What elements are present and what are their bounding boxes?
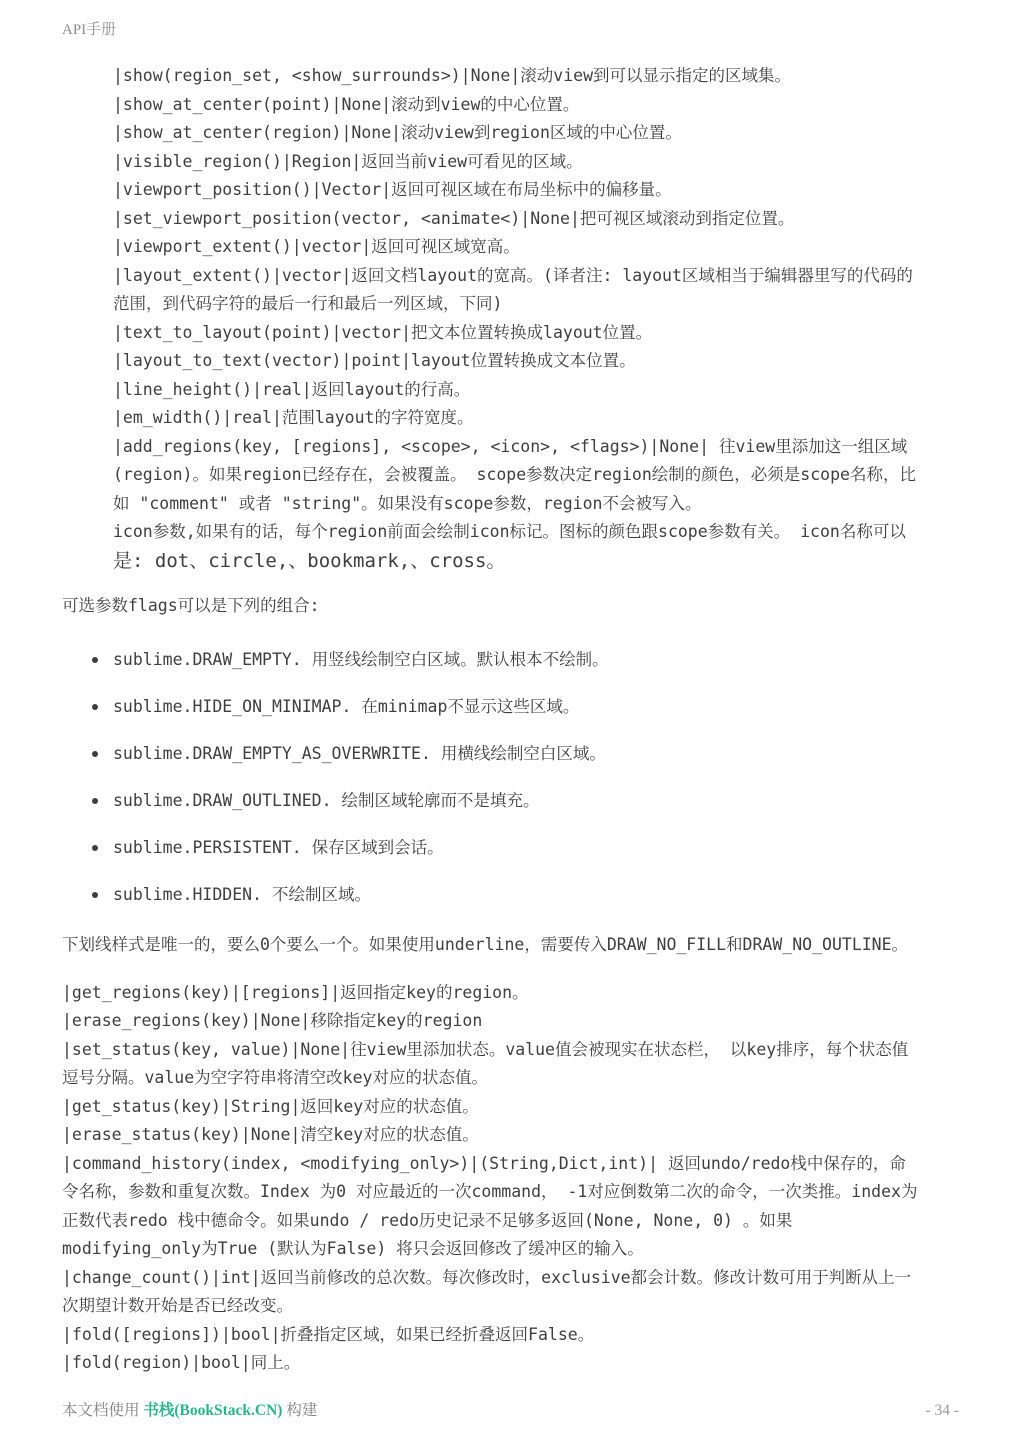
api-method-line: |em_width()|real|范围layout的字符宽度。 [113, 408, 474, 427]
api-method-line: |viewport_extent()|vector|返回可视区域宽高。 [113, 237, 520, 256]
api-method-block-regions-status [62, 979, 959, 1378]
bullet-text: sublime.DRAW_EMPTY_AS_OVERWRITE. 用横线绘制空白区域。 [113, 743, 606, 763]
api-method-line: |command_history(index, <modifying_only>)|(String,Dict,int)| 返回undo/redo栈中保存的，命 [62, 1153, 906, 1173]
api-method-line: |text_to_layout(point)|vector|把文本位置转换成layout位置。 [113, 322, 653, 342]
bullet-dot-icon [92, 704, 98, 710]
flags-intro-paragraph: 可选参数flags可以是下列的组合: [62, 596, 320, 615]
bullet-text: sublime.DRAW_OUTLINED. 绘制区域轮廓而不是填充。 [113, 790, 540, 810]
flag-bullet-list [62, 646, 959, 910]
api-method-line: 如 "comment" 或者 "string"。如果没有scope参数，region不会被写入。 [113, 493, 702, 513]
footer-suffix-text: 构建 [282, 1401, 318, 1419]
flag-bullet-item [113, 787, 959, 816]
api-method-line: icon参数,如果有的话，每个region前面会绘制icon标记。图标的颜色跟scope参数有关。 icon名称可以 [113, 522, 906, 541]
api-method-line: 正数代表redo 栈中德命令。如果undo / redo历史记录不足够多返回(None, None, 0) 。如果 [62, 1210, 793, 1230]
api-method-line: (region)。如果region已经存在，会被覆盖。 scope参数决定region绘制的颜色，必须是scope名称，比 [113, 465, 916, 484]
bookstack-link[interactable]: 书栈(BookStack.CN) [143, 1401, 283, 1419]
api-method-line: |fold(region)|bool|同上。 [62, 1353, 301, 1372]
bullet-dot-icon [92, 657, 98, 663]
api-method-line: |layout_to_text(vector)|point|layout位置转换成文本位置。 [113, 351, 636, 370]
api-method-block-view-scroll [113, 62, 959, 575]
api-method-line: |layout_extent()|vector|返回文档layout的宽高。(译者注: layout区域相当于编辑器里写的代码的 [113, 265, 913, 285]
api-method-line: 是: dot、circle,、bookmark,、cross。 [113, 549, 506, 572]
api-method-line: |get_status(key)|String|返回key对应的状态值。 [62, 1096, 479, 1116]
api-method-line: |show(region_set, <show_surrounds>)|None|滚动view到可以显示指定的区域集。 [113, 66, 792, 85]
page-footer [62, 1400, 959, 1422]
api-method-line: |erase_status(key)|None|清空key对应的状态值。 [62, 1125, 479, 1144]
api-method-line: |set_status(key, value)|None|往view里添加状态。value值会被现实在状态栏， 以key排序，每个状态值 [62, 1039, 909, 1059]
api-method-line: 次期望计数开始是否已经改变。 [62, 1296, 293, 1315]
api-method-line: |get_regions(key)|[regions]|返回指定key的region。 [62, 982, 529, 1002]
flag-bullet-item [113, 834, 959, 863]
api-method-line: |line_height()|real|返回layout的行高。 [113, 379, 471, 399]
bullet-dot-icon [92, 892, 98, 898]
api-method-line: |show_at_center(point)|None|滚动到view的中心位置。 [113, 94, 580, 114]
underline-note-paragraph: 下划线样式是唯一的，要么0个要么一个。如果使用underline，需要传入DRAW_NO_FILL和DRAW_NO_OUTLINE。 [62, 935, 909, 954]
bullet-text: sublime.HIDE_ON_MINIMAP. 在minimap不显示这些区域。 [113, 696, 580, 716]
api-method-line: |set_viewport_position(vector, <animate<)|None|把可视区域滚动到指定位置。 [113, 208, 795, 228]
bullet-dot-icon [92, 845, 98, 851]
page-header-title: API手册 [62, 22, 117, 38]
api-method-line: |visible_region()|Region|返回当前view可看见的区域。 [113, 151, 583, 171]
bullet-text: sublime.DRAW_EMPTY. 用竖线绘制空白区域。默认根本不绘制。 [113, 649, 609, 669]
bullet-text: sublime.PERSISTENT. 保存区域到会话。 [113, 837, 444, 857]
api-method-line: modifying_only为True (默认为False) 将只会返回修改了缓冲区的输入。 [62, 1239, 644, 1258]
flag-bullet-item [113, 646, 959, 675]
footer-build-note [62, 1400, 317, 1422]
footer-prefix-text: 本文档使用 [62, 1401, 144, 1419]
flag-bullet-item [113, 740, 959, 769]
bullet-text: sublime.HIDDEN. 不绘制区域。 [113, 884, 371, 904]
flag-bullet-item [113, 693, 959, 722]
bullet-dot-icon [92, 798, 98, 804]
flag-bullet-item [113, 881, 959, 910]
api-method-line: |add_regions(key, [regions], <scope>, <icon>, <flags>)|None| 往view里添加这一组区域 [113, 436, 908, 456]
api-method-line: |erase_regions(key)|None|移除指定key的region [62, 1011, 483, 1030]
api-method-line: |viewport_position()|Vector|返回可视区域在布局坐标中的偏移量。 [113, 180, 672, 199]
api-method-line: 逗号分隔。value为空字符串将清空改key对应的状态值。 [62, 1068, 488, 1087]
api-method-line: |show_at_center(region)|None|滚动view到region区域的中心位置。 [113, 123, 682, 142]
api-method-line: 令名称，参数和重复次数。Index 为0 对应最近的一次command， -1对应倒数第二次的命令，一次类推。index为 [62, 1182, 918, 1201]
bullet-dot-icon [92, 751, 98, 757]
api-method-line: 范围，到代码字符的最后一行和最后一列区域，下同) [113, 294, 503, 313]
api-method-line: |fold([regions])|bool|折叠指定区域，如果已经折叠返回False。 [62, 1324, 595, 1344]
page-number: - 34 - [925, 1401, 959, 1419]
api-method-line: |change_count()|int|返回当前修改的总次数。每次修改时，exclusive都会计数。修改计数可用于判断从上一 [62, 1267, 912, 1287]
